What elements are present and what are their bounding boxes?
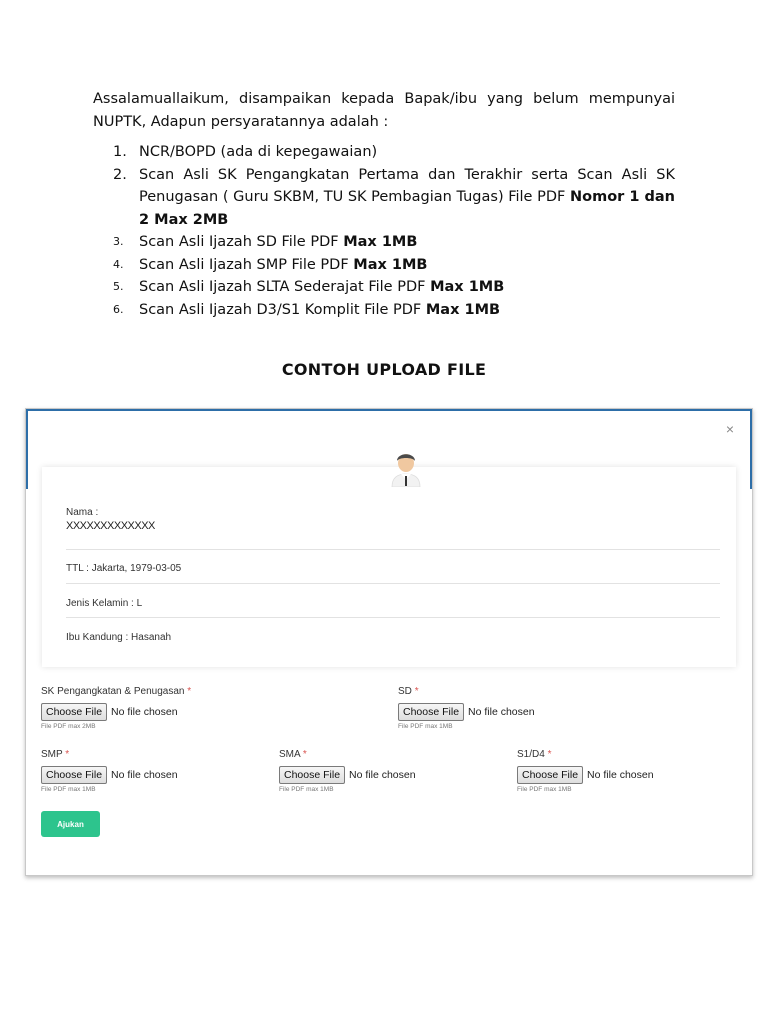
name-label: Nama : xyxy=(66,507,99,518)
divider xyxy=(66,583,720,584)
list-item: 1. NCR/BOPD (ada di kepegawaian) xyxy=(113,144,378,160)
modal-left-edge xyxy=(26,409,28,489)
smp-file-input[interactable]: Choose File xyxy=(41,766,107,784)
document-text xyxy=(93,88,675,321)
list-item: 3. Scan Asli Ijazah SD File PDF Max 1MB xyxy=(113,234,418,250)
field-sd: SD * Choose File No file chosen File PDF max 1MB xyxy=(398,686,535,730)
avatar-icon xyxy=(388,447,424,487)
field-sk: SK Pengangkatan & Penugasan * Choose File No file chosen File PDF max 2MB xyxy=(41,686,192,730)
field-sma: SMA * Choose File No file chosen File PDF max 1MB xyxy=(279,749,416,793)
field-s1: S1/D4 * Choose File No file chosen File PDF max 1MB xyxy=(517,749,654,793)
close-icon[interactable]: × xyxy=(725,421,734,437)
divider xyxy=(66,617,720,618)
s1-file-input[interactable]: Choose File xyxy=(517,766,583,784)
profile-card xyxy=(42,467,736,667)
field-smp: SMP * Choose File No file chosen File PDF max 1MB xyxy=(41,749,178,793)
requirements-list xyxy=(93,141,675,321)
divider xyxy=(66,549,720,550)
modal-right-edge xyxy=(750,409,752,489)
sk-file-input[interactable]: Choose File xyxy=(41,703,107,721)
mother-text: Ibu Kandung : Hasanah xyxy=(66,632,172,643)
name-value: XXXXXXXXXXXXX xyxy=(66,520,155,532)
gender-text: Jenis Kelamin : L xyxy=(66,598,143,609)
modal-top-border xyxy=(26,409,752,411)
submit-button[interactable]: Ajukan xyxy=(41,811,100,837)
upload-modal xyxy=(25,408,753,876)
list-item: 4. Scan Asli Ijazah SMP File PDF Max 1MB xyxy=(113,256,428,273)
intro-paragraph: Assalamuallaikum, disampaikan kepada Bapak/ibu yang belum mempunyai NUPTK, Adapun persyaratannya adalah : xyxy=(93,91,675,130)
sd-file-input[interactable]: Choose File xyxy=(398,703,464,721)
ttl-text: TTL : Jakarta, 1979-03-05 xyxy=(66,563,182,574)
list-item: 5. Scan Asli Ijazah SLTA Sederajat File PDF Max 1MB xyxy=(113,279,505,295)
list-item: 2. Scan Asli SK Pengangkatan Pertama dan Terakhir serta Scan Asli SK Penugasan ( Guru SKBM, TU SK Pembagian Tugas) File PDF Nomor 1 dan 2 Max 2MB xyxy=(113,166,675,228)
list-item: 6. Scan Asli Ijazah D3/S1 Komplit File PDF Max 1MB xyxy=(113,301,501,318)
sma-file-input[interactable]: Choose File xyxy=(279,766,345,784)
section-heading: CONTOH UPLOAD FILE xyxy=(281,360,487,379)
